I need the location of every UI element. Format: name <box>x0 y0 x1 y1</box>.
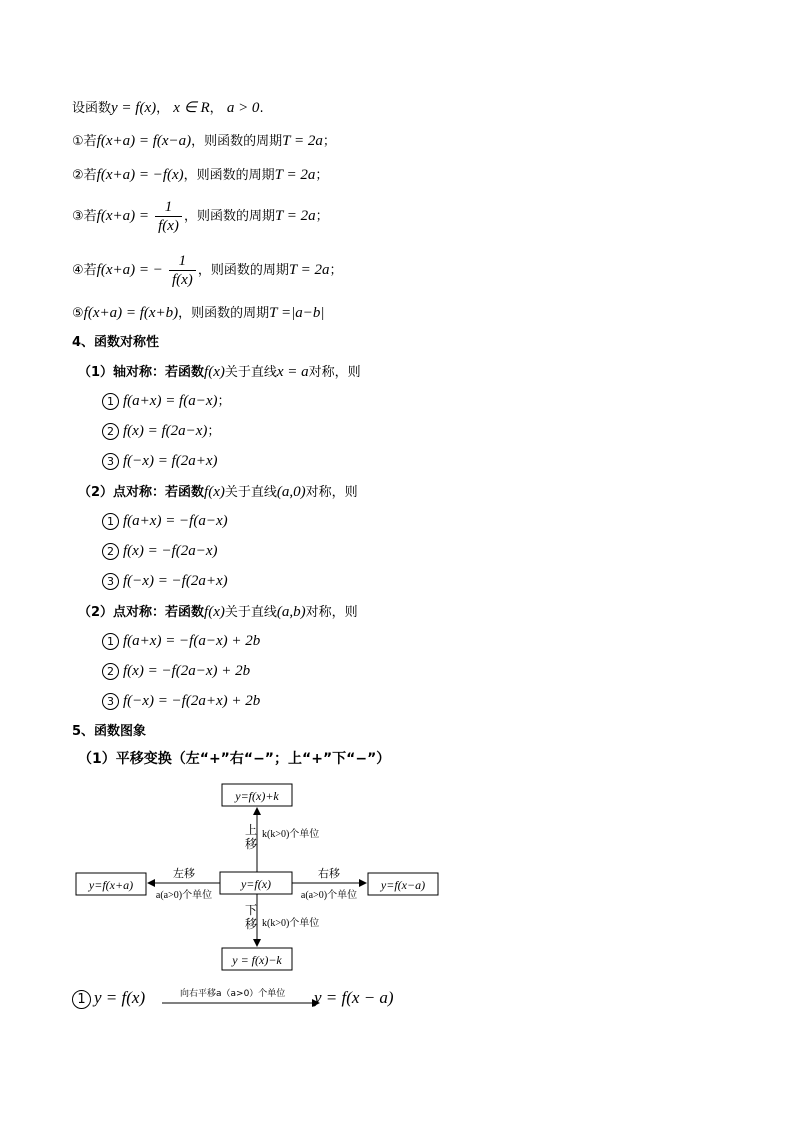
left-box-label: y=f(x+a) <box>88 878 134 892</box>
heading-function: f(x) <box>204 484 225 500</box>
circled-number: 2 <box>102 423 119 440</box>
heading-text: （2）点对称：若函数 <box>78 485 205 500</box>
intro-function: y = f(x) <box>111 100 157 116</box>
section-4-title: 4、函数对称性 <box>72 335 160 350</box>
rule-mid: ，则函数的周期 <box>178 306 270 321</box>
circled-number: 1 <box>72 990 91 1009</box>
heading-point: (a,b) <box>276 604 306 620</box>
heading-tail: 对称，则 <box>308 365 361 380</box>
top-box-label: y=f(x)+k <box>235 789 279 803</box>
center-box <box>220 872 292 894</box>
bottom-box-label: y = f(x)−k <box>232 953 282 967</box>
point2-item-2 <box>102 662 250 681</box>
equation: f(x) = f(2a−x) <box>123 423 208 439</box>
equation-end: ； <box>217 394 231 409</box>
a-note-right: a(a>0)个单位 <box>300 890 358 901</box>
fraction-denominator: f(x) <box>171 272 193 288</box>
point-symmetry-heading-1 <box>78 483 358 502</box>
rule-result: T = 2a <box>274 208 316 224</box>
heading-text: （1）轴对称：若函数 <box>78 365 205 380</box>
final-translation-line <box>72 986 432 1014</box>
circled-number: 1 <box>102 393 119 410</box>
fraction-numerator: 1 <box>169 252 196 271</box>
circled-number: 3 <box>102 573 119 590</box>
left-box <box>76 873 146 895</box>
axis-symmetry-heading <box>78 363 361 382</box>
rule-end: ； <box>329 263 343 278</box>
rule-condition: f(x+a) = −f(x) <box>96 167 184 183</box>
heading-tail: 对称，则 <box>305 605 358 620</box>
fraction-denominator: f(x) <box>158 218 179 234</box>
point2-item-1 <box>102 632 260 651</box>
equation: f(x) = −f(2a−x) <box>123 543 218 559</box>
rule-result: T = 2a <box>274 167 316 183</box>
rule-mid: ，则函数的周期 <box>191 134 283 149</box>
a-note-left: a(a>0)个单位 <box>155 890 213 901</box>
intro-end: . <box>259 101 264 116</box>
rule-condition: f(x+a) = f(x−a) <box>96 133 192 149</box>
point1-item-2 <box>102 542 218 561</box>
circled-number: 3 <box>102 693 119 710</box>
rule-end: ； <box>315 168 329 183</box>
rule-mid: ，则函数的周期 <box>183 168 275 183</box>
center-box-label: y=f(x) <box>240 877 272 891</box>
intro-lead: 设函数 <box>72 101 112 116</box>
right-box-label: y=f(x−a) <box>380 878 426 892</box>
down-label-1: 下 <box>245 903 258 917</box>
left-label: 左移 <box>173 867 195 880</box>
point-symmetry-heading-2 <box>78 603 358 622</box>
circled-number: 2 <box>102 663 119 680</box>
axis-item-2 <box>102 422 220 441</box>
period-rule-1 <box>72 132 336 151</box>
intro-condition: a > 0 <box>226 100 260 116</box>
translation-diagram <box>0 776 794 976</box>
rule-result: T = 2a <box>282 133 323 149</box>
rule-mark: ①若 <box>72 134 97 149</box>
rule-mark: ③若 <box>72 209 97 224</box>
right-label: 右移 <box>318 867 340 880</box>
heading-mid: 关于直线 <box>224 485 277 500</box>
rule-end: ； <box>315 209 329 224</box>
final-lhs: y = f(x) <box>94 988 146 1007</box>
translation-heading: （1）平移变换（左“+”右“−”；上“+”下“−”） <box>78 751 391 767</box>
axis-item-3 <box>102 452 218 471</box>
period-rule-4 <box>72 252 343 289</box>
up-label-1: 上 <box>245 823 258 837</box>
rule-condition: f(x+a) = − <box>96 262 163 278</box>
point2-item-3 <box>102 692 260 711</box>
heading-mid: 关于直线 <box>224 365 277 380</box>
axis-item-1 <box>102 392 231 411</box>
circled-number: 3 <box>102 453 119 470</box>
heading-text: （2）点对称：若函数 <box>78 605 205 620</box>
heading-tail: 对称，则 <box>305 485 358 500</box>
final-arrow <box>162 998 322 1008</box>
heading-function: f(x) <box>204 364 225 380</box>
k-note-down: k(k>0)个单位 <box>262 918 320 929</box>
equation: f(a+x) = −f(a−x) + 2b <box>123 633 261 649</box>
circled-number: 1 <box>102 513 119 530</box>
top-box <box>222 784 292 806</box>
rule-condition: f(x+a) = <box>96 208 149 224</box>
equation: f(x) = −f(2a−x) + 2b <box>123 663 251 679</box>
up-label-2: 移 <box>245 837 258 851</box>
fraction <box>155 198 182 235</box>
k-note-up: k(k>0)个单位 <box>262 829 320 840</box>
bottom-box <box>222 948 292 970</box>
rule-result: T =|a−b| <box>269 305 325 321</box>
equation: f(−x) = −f(2a+x) <box>123 573 228 589</box>
heading-mid: 关于直线 <box>224 605 277 620</box>
rule-mid: ，则函数的周期 <box>197 263 289 278</box>
intro-sep: ， <box>156 101 170 116</box>
rule-mark: ⑤ <box>72 306 84 321</box>
rule-condition: f(x+a) = f(x+b) <box>83 305 179 321</box>
rule-end: ； <box>322 134 336 149</box>
heading-line: x = a <box>276 364 309 380</box>
intro-domain: x ∈ R <box>173 100 210 116</box>
heading-function: f(x) <box>204 604 225 620</box>
down-label-2: 移 <box>245 917 258 931</box>
rule-mark: ②若 <box>72 168 97 183</box>
fraction-numerator: 1 <box>155 198 182 217</box>
equation: f(−x) = f(2a+x) <box>123 453 218 469</box>
period-rule-5 <box>72 304 324 323</box>
intro-line: 设函数y = f(x)， x ∈ R， a > 0. <box>72 100 264 116</box>
point1-item-3 <box>102 572 228 591</box>
right-box <box>368 873 438 895</box>
final-rhs: y = f(x − a) <box>314 988 394 1007</box>
equation: f(a+x) = −f(a−x) <box>123 513 228 529</box>
up-label <box>245 822 257 851</box>
equation: f(a+x) = f(a−x) <box>123 393 218 409</box>
rule-mark: ④若 <box>72 263 97 278</box>
heading-point: (a,0) <box>276 484 306 500</box>
final-arrow-label: 向右平移a（a>0）个单位 <box>180 989 286 999</box>
fraction <box>169 252 196 289</box>
period-rule-2 <box>72 166 328 185</box>
period-rule-3 <box>72 198 329 235</box>
rule-result: T = 2a <box>288 262 330 278</box>
equation: f(−x) = −f(2a+x) + 2b <box>123 693 261 709</box>
equation-end: ； <box>207 424 221 439</box>
circled-number: 1 <box>102 633 119 650</box>
rule-mid: ，则函数的周期 <box>183 209 275 224</box>
down-label <box>245 903 257 931</box>
section-5-title: 5、函数图象 <box>72 724 147 739</box>
point1-item-1 <box>102 512 228 531</box>
circled-number: 2 <box>102 543 119 560</box>
